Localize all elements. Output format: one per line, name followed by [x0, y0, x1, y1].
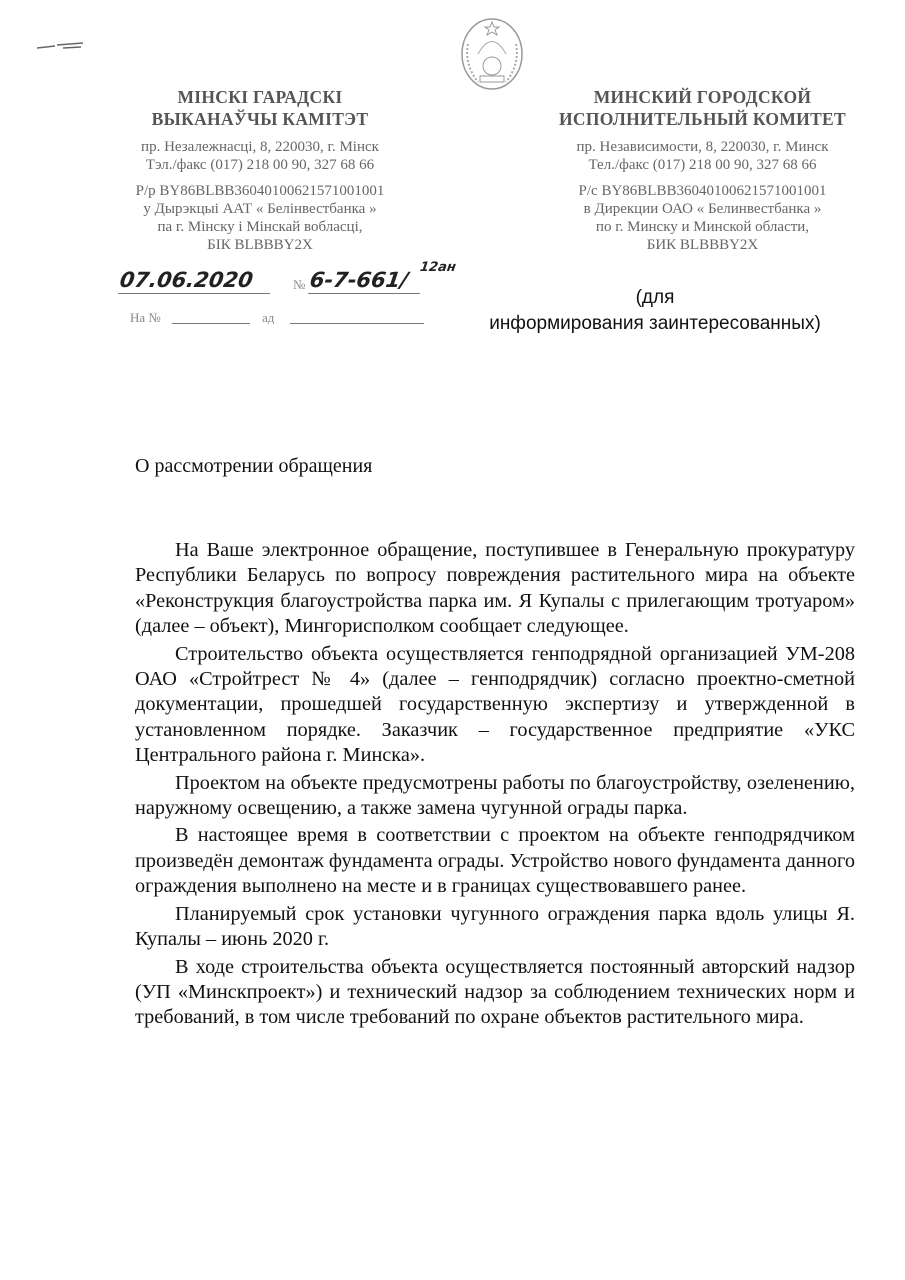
reference-label: На № — [130, 310, 161, 325]
bank-region: по г. Минску и Минской области, — [595, 219, 810, 235]
bank-region: па г. Мінску і Мінскай вобласці, — [157, 219, 363, 235]
reference-date-line — [290, 323, 424, 324]
bank-name: в Дирекции ОАО « Белинвестбанка » — [583, 201, 822, 217]
paragraph: Проектом на объекте предусмотрены работы по благоустройству, озеленению, наружному освещению, а также замена чугунной ограды парка. — [135, 771, 855, 820]
bank-account: Р/р BY86BLBB36040100621571001001 — [135, 183, 385, 199]
paragraph: Строительство объекта осуществляется генподрядной организацией УМ-208 ОАО «Стройтрест № 4» (далее – генподрядчик) согласно проектно-сметной документации, прошедшей государственную экспертизу и утвержденной в установленном порядке. Заказчик – государственное предприятие «УКС Центрального района г. Минска». — [135, 642, 855, 767]
recipient — [440, 285, 870, 337]
address: пр. Независимости, 8, 220030, г. Минск — [576, 139, 829, 155]
bank-name: у Дырэкцыі ААТ « Белінвестбанка » — [143, 201, 377, 217]
handwritten-date: 07.06.2020 — [118, 268, 255, 292]
phone-fax: Тел./факс (017) 218 00 90, 327 68 66 — [588, 157, 817, 173]
recipient-line1: (для — [635, 287, 675, 308]
date-underline — [118, 293, 270, 294]
letter-body — [135, 538, 855, 1033]
paragraph: На Ваше электронное обращение, поступившее в Генеральную прокуратуру Республики Беларусь по вопросу повреждения растительного мира на объекте «Реконструкция благоустройства парка им. Я Купалы с прилегающим тротуаром» (далее – объект), Мингорисполком сообщает следующее. — [135, 539, 855, 638]
number-label: № — [293, 277, 306, 292]
phone-fax: Тэл./факс (017) 218 00 90, 327 68 66 — [145, 157, 375, 173]
header-russian — [520, 86, 885, 254]
handwritten-suffix: 12ан — [418, 260, 457, 275]
paragraph: В ходе строительства объекта осуществляется постоянный авторский надзор (УП «Минскпроект») и технический надзор за соблюдением технических норм и требований, в том числе требований по охране объектов растительного мира. — [135, 955, 855, 1029]
org-name-line1: МІНСКІ ГАРАДСКІ — [177, 87, 343, 107]
reference-from-label: ад — [262, 310, 275, 325]
subject-line: О рассмотрении обращения — [135, 455, 373, 477]
handwritten-number: 6-7-661/ — [308, 268, 410, 292]
bank-account: Р/с BY86BLBB36040100621571001001 — [578, 183, 827, 199]
org-name-line1: МИНСКИЙ ГОРОДСКОЙ — [593, 87, 812, 107]
number-underline — [308, 293, 420, 294]
paragraph: В настоящее время в соответствии с проектом на объекте генподрядчиком произведён демонтаж фундамента ограды. Устройство нового фундамента данного ограждения выполнено на месте и в границах существовавшего ранее. — [135, 824, 855, 898]
org-name-line2: ИСПОЛНИТЕЛЬНЫЙ КОМИТЕТ — [559, 109, 846, 129]
bank-bic: БІК BLBBBY2X — [207, 237, 313, 253]
address: пр. Незалежнасці, 8, 220030, г. Мінск — [141, 139, 379, 155]
scan-mark — [35, 40, 85, 52]
reference-number-line — [172, 323, 250, 324]
state-emblem-icon — [458, 14, 526, 92]
org-name-line2: ВЫКАНАЎЧЫ КАМІТЭТ — [151, 109, 369, 129]
recipient-line2: информирования заинтересованных) — [489, 313, 821, 334]
bank-bic: БИК BLBBBY2X — [646, 237, 759, 253]
header-belarusian — [100, 86, 420, 254]
paragraph: Планируемый срок установки чугунного ограждения парка вдоль улицы Я. Купалы – июнь 2020 г. — [135, 902, 855, 951]
